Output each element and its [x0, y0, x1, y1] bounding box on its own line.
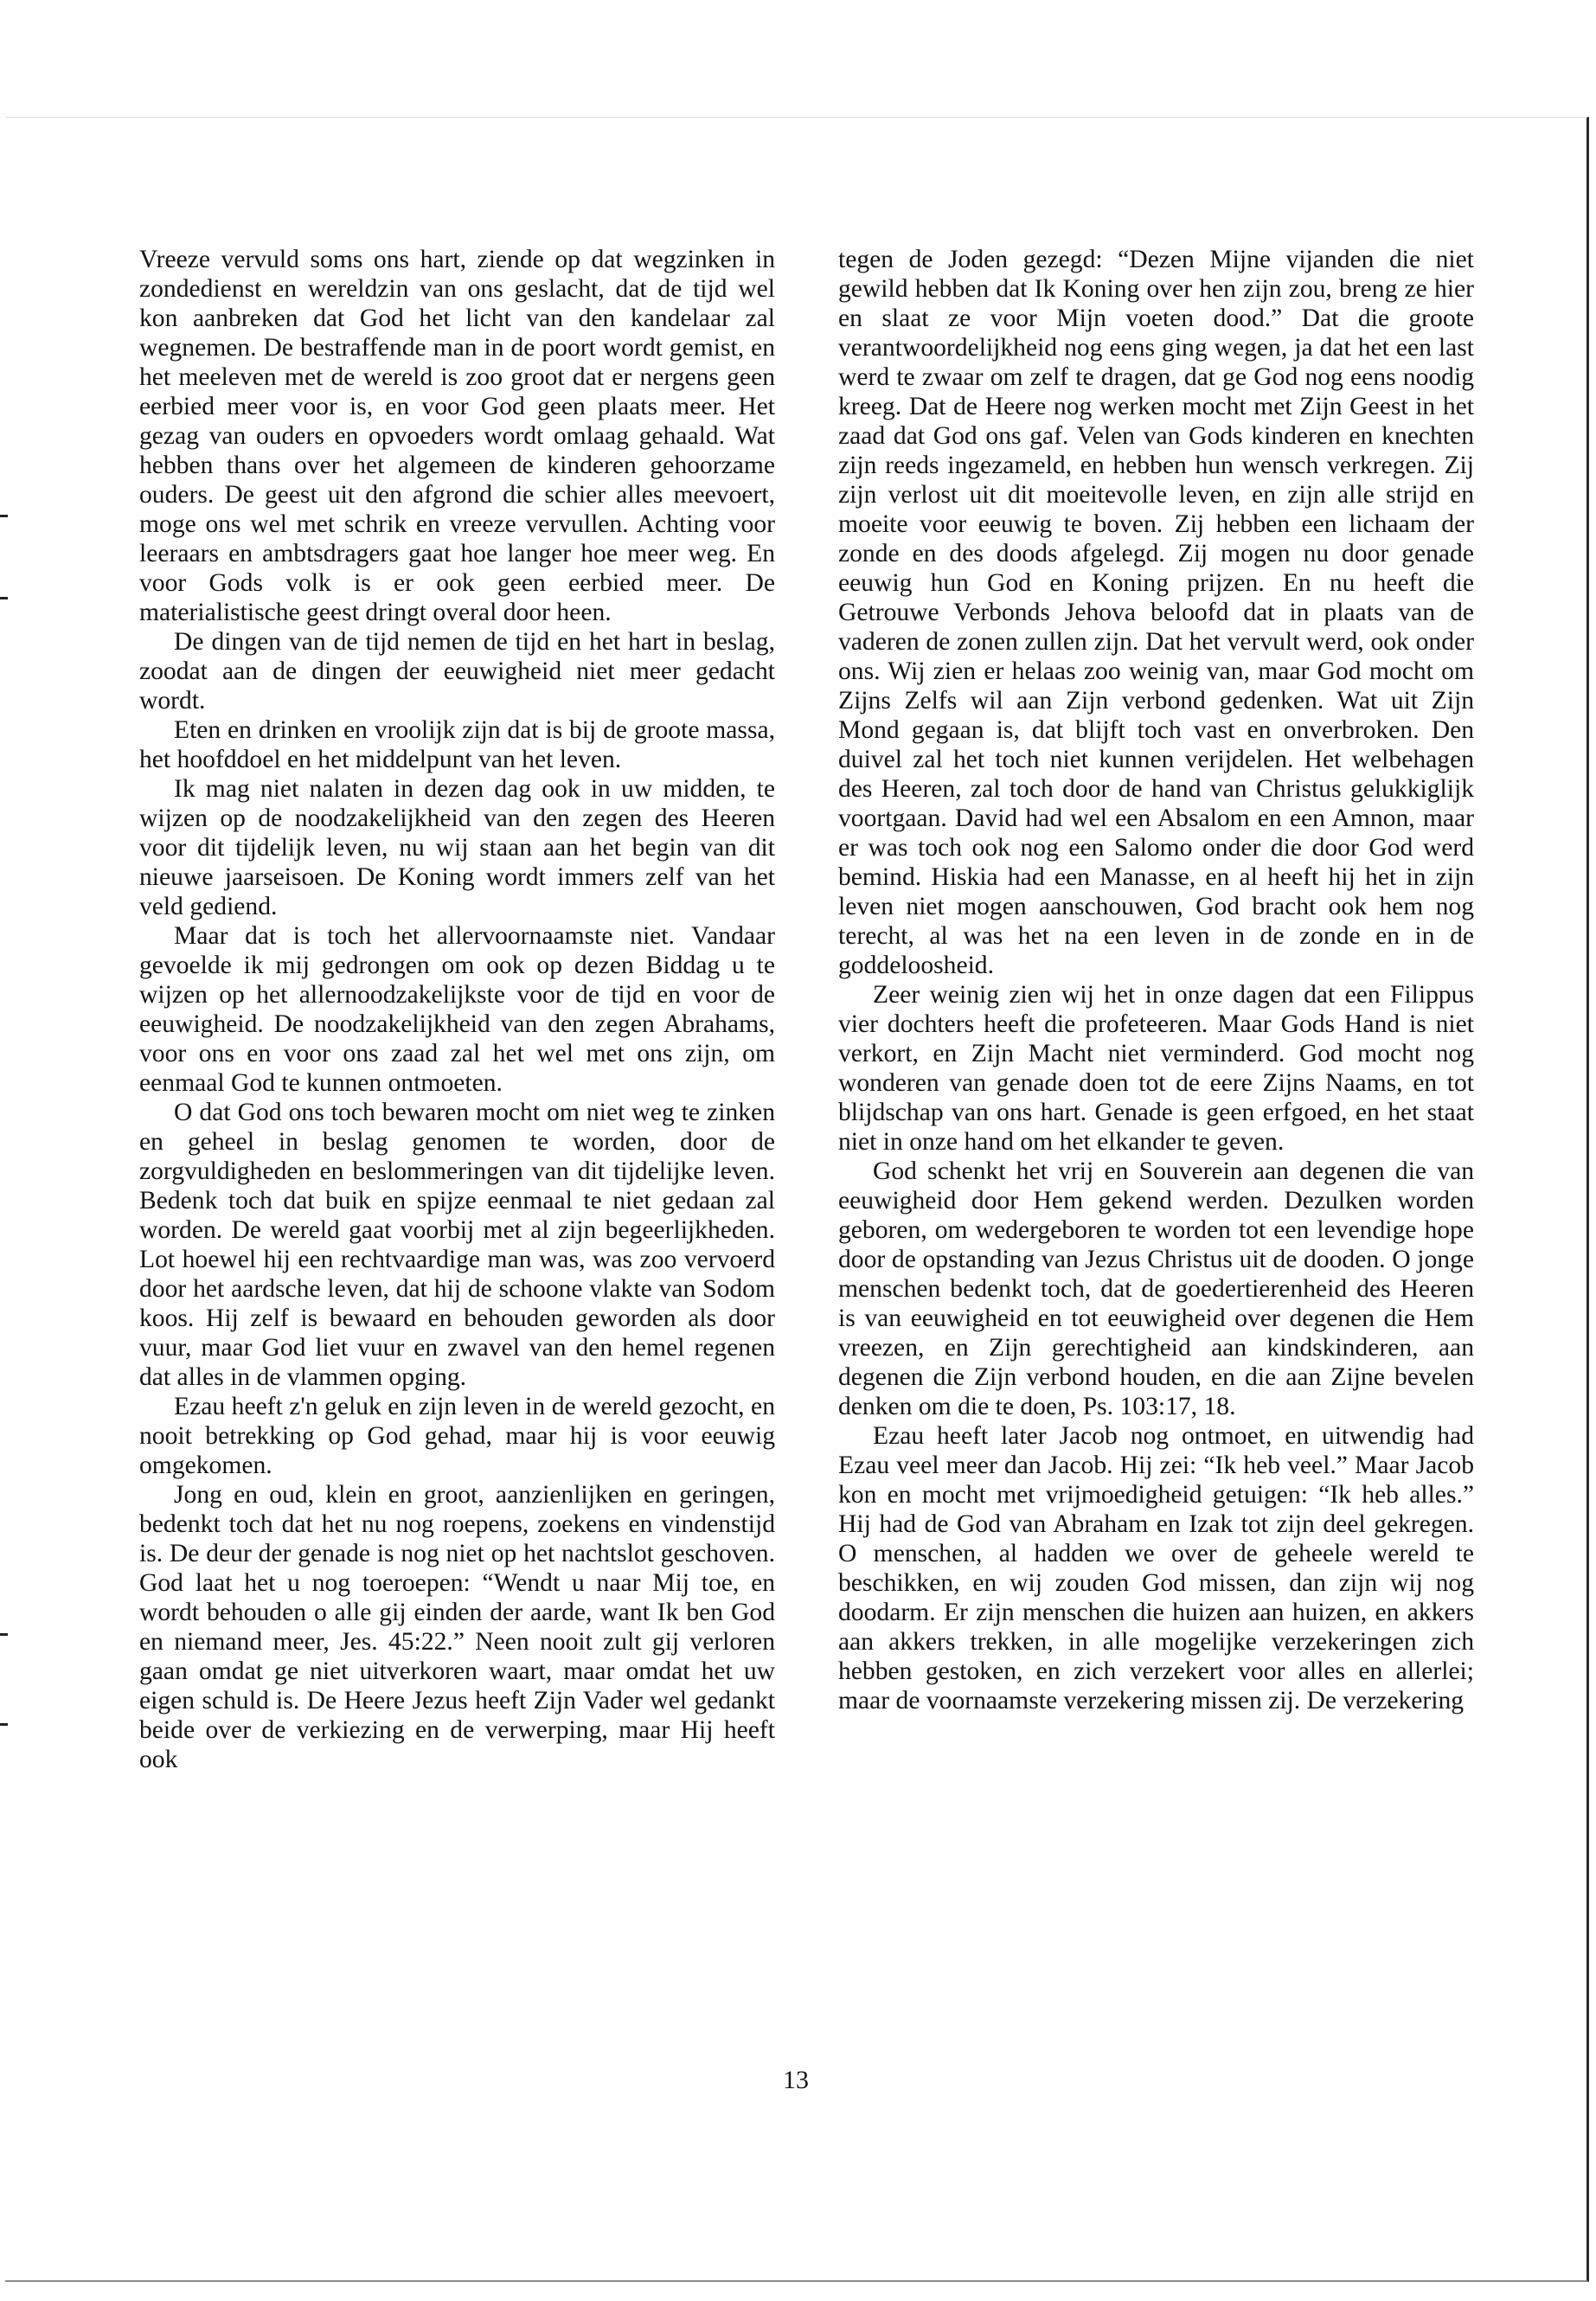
paragraph: Eten en drinken en vroolijk zijn dat is bij de groote massa, het hoofddoel en het middelpunt van het leven. — [139, 716, 775, 773]
left-column — [139, 245, 775, 2044]
paragraph: Zeer weinig zien wij het in onze dagen dat een Filippus vier dochters heeft die profeteeren. Maar Gods Hand is niet verkort, en Zijn Macht niet verminderd. God mocht nog wonderen van genade doen tot de eere Zijns Naams, en tot blijdschap van ons hart. Genade is geen erfgoed, en het staat niet in onze hand om het elkander te geven. — [838, 981, 1474, 1156]
paragraph: Ezau heeft z'n geluk en zijn leven in de wereld gezocht, en nooit betrekking op God gehad, maar hij is voor eeuwig omgekomen. — [139, 1393, 775, 1479]
margin-mark — [0, 597, 8, 599]
paragraph: Ezau heeft later Jacob nog ontmoet, en uitwendig had Ezau veel meer dan Jacob. Hij zei: “Ik heb veel.” Maar Jacob kon en mocht met vrijmoedigheid getuigen: “Ik heb alles.” Hij had de God van Abraham en Izak tot zijn deel gekregen. O menschen, al hadden we over de geheele wereld te beschikken, en wij zouden God missen, dan zijn wij nog doodarm. Er zijn menschen die huizen aan huizen, en akkers aan akkers trekken, in alle mogelijke verzekeringen zich hebben gestoken, en zich verzekert voor alles en allerlei; maar de voornaamste verzekering missen zij. De verzekering — [838, 1422, 1474, 1715]
paragraph: Ik mag niet nalaten in dezen dag ook in uw midden, te wijzen op de noodzakelijkheid van den zegen des Heeren voor dit tijdelijk leven, nu wij staan aan het begin van dit nieuwe jaarseisoen. De Koning wordt immers zelf van het veld gediend. — [139, 775, 775, 920]
paragraph: tegen de Joden gezegd: “Dezen Mijne vijanden die niet gewild hebben dat Ik Koning over hen zijn zou, breng ze hier en slaat ze voor Mijn voeten dood.” Dat die groote verantwoordelijkheid nog eens ging wegen, ja dat het een last werd te zwaar om zelf te dragen, dat ge God nog eens noodig kreeg. Dat de Heere nog werken mocht met Zijn Geest in het zaad dat God ons gaf. Velen van Gods kinderen en knechten zijn reeds ingezameld, en hebben hun wensch verkregen. Zij zijn verlost uit dit moeitevolle leven, en zijn alle strijd en moeite voor eeuwig te boven. Zij hebben een lichaam der zonde en des doods afgelegd. Zij mogen nu door genade eeuwig hun God en Koning prijzen. En nu heeft die Getrouwe Verbonds Jehova beloofd dat in plaats van de vaderen de zonen zullen zijn. Dat het vervult werd, ook onder ons. Wij zien er helaas zoo weinig van, maar God mocht om Zijns Zelfs wil aan Zijn verbond gedenken. Wat uit Zijn Mond gegaan is, dat blijft toch vast en onverbroken. Den duivel zal het toch niet kunnen verijdelen. Het welbehagen des Heeren, zal toch door de hand van Christus gelukkiglijk voortgaan. David had wel een Absalom en een Amnon, maar er was toch ook nog een Salomo onder die door God werd bemind. Hiskia had een Manasse, en al heeft hij het in zijn leven niet mogen aanschouwen, God bracht ook hem nog terecht, al was het na een leven in de zonde en in de goddeloosheid. — [838, 246, 1474, 979]
paragraph: Jong en oud, klein en groot, aanzienlijken en geringen, bedenkt toch dat het nu nog roepens, zoekens en vindenstijd is. De deur der genade is nog niet op het nachtslot geschoven. God laat het u nog toeroepen: “Wendt u naar Mij toe, en wordt behouden o alle gij einden der aarde, want Ik ben God en niemand meer, Jes. 45:22.” Neen nooit zult gij verloren gaan omdat ge niet uitverkoren waart, maar omdat het uw eigen schuld is. De Heere Jezus heeft Zijn Vader wel gedankt beide over de verkiezing en de verwerping, maar Hij heeft ook — [139, 1481, 775, 1773]
margin-mark — [0, 515, 8, 517]
paragraph: Vreeze vervuld soms ons hart, ziende op dat wegzinken in zondedienst en wereldzin van ons geslacht, dat de tijd wel kon aanbreken dat God het licht van den kandelaar zal wegnemen. De bestraffende man in de poort wordt gemist, en het meeleven met de wereld is zoo groot dat er nergens geen eerbied meer voor is, en voor God geen plaats meer. Het gezag van ouders en opvoeders wordt omlaag gehaald. Wat hebben thans over het algemeen de kinderen gehoorzame ouders. De geest uit den afgrond die schier alles meevoert, moge ons wel met schrik en vreeze vervullen. Achting voor leeraars en ambtsdragers gaat hoe langer hoe meer weg. En voor Gods volk is er ook geen eerbied meer. De materialistische geest dringt overal door heen. — [139, 246, 775, 626]
paragraph: O dat God ons toch bewaren mocht om niet weg te zinken en geheel in beslag genomen te worden, door de zorgvuldigheden en beslommeringen van dit tijdelijke leven. Bedenk toch dat buik en spijze eenmaal te niet gedaan zal worden. De wereld gaat voorbij met al zijn begeerlijkheden. Lot hoewel hij een rechtvaardige man was, was zoo vervoerd door het aardsche leven, dat hij de schoone vlakte van Sodom koos. Hij zelf is bewaard en behouden geworden als door vuur, maar God liet vuur en zwavel van den hemel regenen dat alles in de vlammen opging. — [139, 1099, 775, 1391]
paragraph: God schenkt het vrij en Souverein aan degenen die van eeuwigheid door Hem gekend werden. Dezulken worden geboren, om wedergeboren te worden tot een levendige hope door de opstanding van Jezus Christus uit de dooden. O jonge menschen bedenkt toch, dat de goedertierenheid des Heeren is van eeuwigheid en tot eeuwigheid over degenen die Hem vreezen, en Zijn gerechtigheid aan kindskinderen, aan degenen die Zijn verbond houden, en die aan Zijne bevelen denken om die te doen, Ps. 103:17, 18. — [838, 1157, 1474, 1420]
margin-mark — [0, 1633, 8, 1636]
page-number: 13 — [783, 2066, 809, 2094]
paragraph: Maar dat is toch het allervoornaamste niet. Vandaar gevoelde ik mij gedrongen om ook op dezen Biddag u te wijzen op het allernoodzakelijkste voor de tijd en voor de eeuwigheid. De noodzakelijkheid van den zegen Abrahams, voor ons en voor ons zaad zal het wel met ons zijn, om eenmaal God te kunnen ontmoeten. — [139, 922, 775, 1097]
right-column — [838, 245, 1474, 2044]
paragraph: De dingen van de tijd nemen de tijd en het hart in beslag, zoodat aan de dingen der eeuwigheid niet meer gedacht wordt. — [139, 628, 775, 715]
margin-mark — [0, 1723, 8, 1726]
